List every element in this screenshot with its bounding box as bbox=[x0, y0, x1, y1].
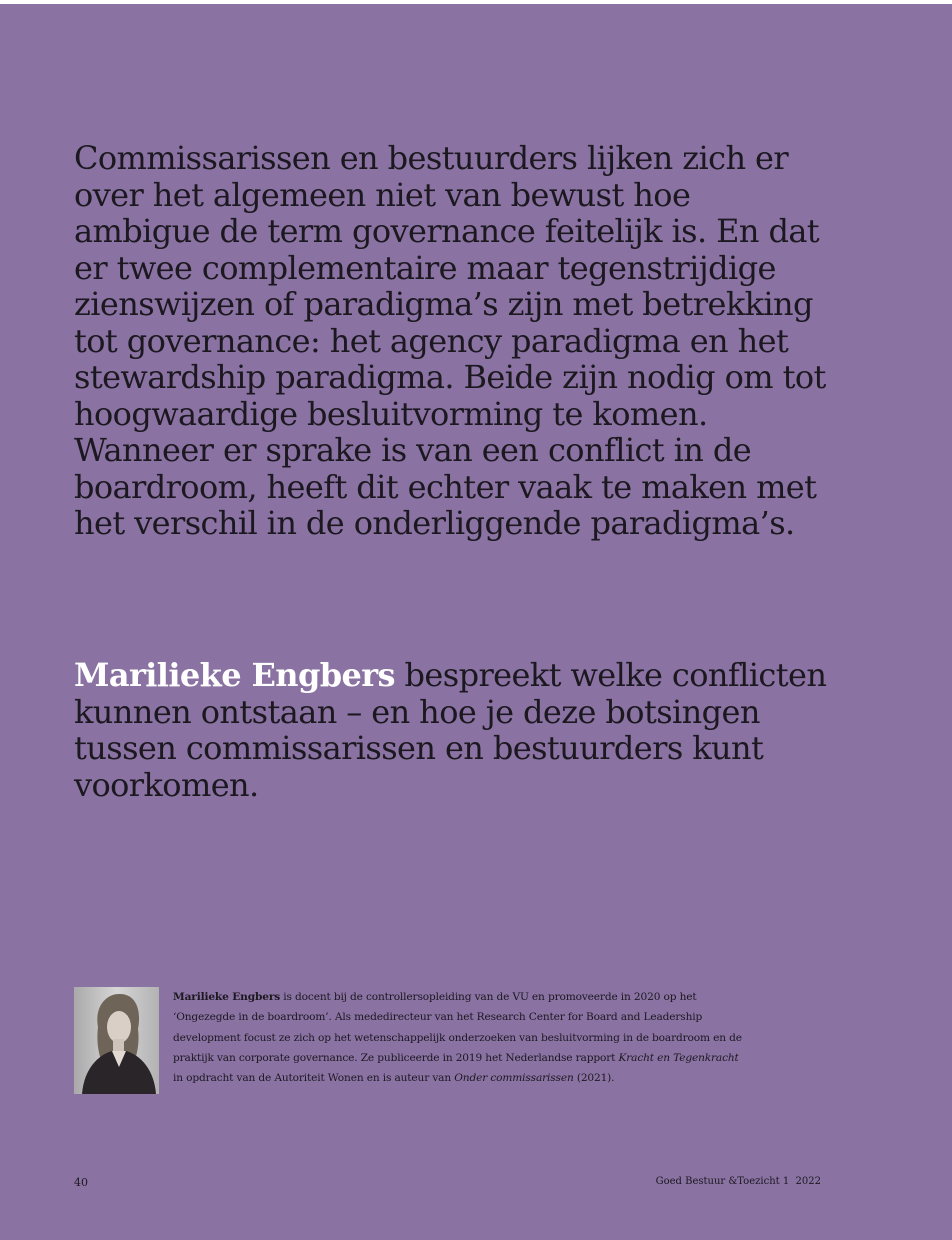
bio-title-kracht: Kracht en Tegenkracht bbox=[618, 1051, 739, 1064]
magazine-page bbox=[0, 4, 952, 1240]
intro-paragraph bbox=[74, 657, 834, 803]
bio-text-2: in opdracht van de Autoriteit Wonen en is auteur van bbox=[173, 1072, 455, 1085]
lead-paragraph: Commissarissen en bestuurders lijken zich er over het algemeen niet van bewust hoe ambigue de term governance feitelijk is. En dat er twee complementaire maar tegenstrijdige zienswijzen of paradigma’s zijn met betrekking tot governance: het agency paradigma en het stewardship paradigma. Beide zijn nodig om tot hoogwaardige besluitvorming te komen. Wanneer er sprake is van een conflict in de boardroom, heeft dit echter vaak te maken met het verschil in de onderliggende paradigma’s. bbox=[74, 139, 826, 542]
intro-text: bespreekt welke conflicten kunnen ontstaan – en hoe je deze botsingen tussen commissarissen en bestuurders kunt voorkomen. bbox=[74, 656, 827, 804]
bio-title-onder-commissarissen: Onder commissarissen bbox=[454, 1072, 574, 1085]
bio-text-1: is docent bij de controllersopleiding van de VU en promoveerde in 2020 op het ‘Ongezegde in de boardroom’. Als mededirecteur van het Research Center for Board and Leadership development focust ze zich op het wetenschappelijk onderzoeken van besluitvorming in de boardroom en de praktijk van corporate governance. Ze publiceerde in 2019 het Nederlandse rapport bbox=[173, 991, 742, 1064]
author-portrait-image bbox=[74, 987, 159, 1094]
author-bio bbox=[173, 987, 743, 1088]
bio-author-name: Marilieke Engbers bbox=[173, 991, 281, 1003]
bio-text-3: (2021). bbox=[573, 1072, 615, 1085]
author-photo bbox=[74, 987, 159, 1094]
page-number: 40 bbox=[74, 1176, 88, 1189]
publication-footer: Goed Bestuur &Toezicht 1 2022 bbox=[655, 1176, 821, 1187]
intro-author-name: Marilieke Engbers bbox=[74, 656, 395, 694]
